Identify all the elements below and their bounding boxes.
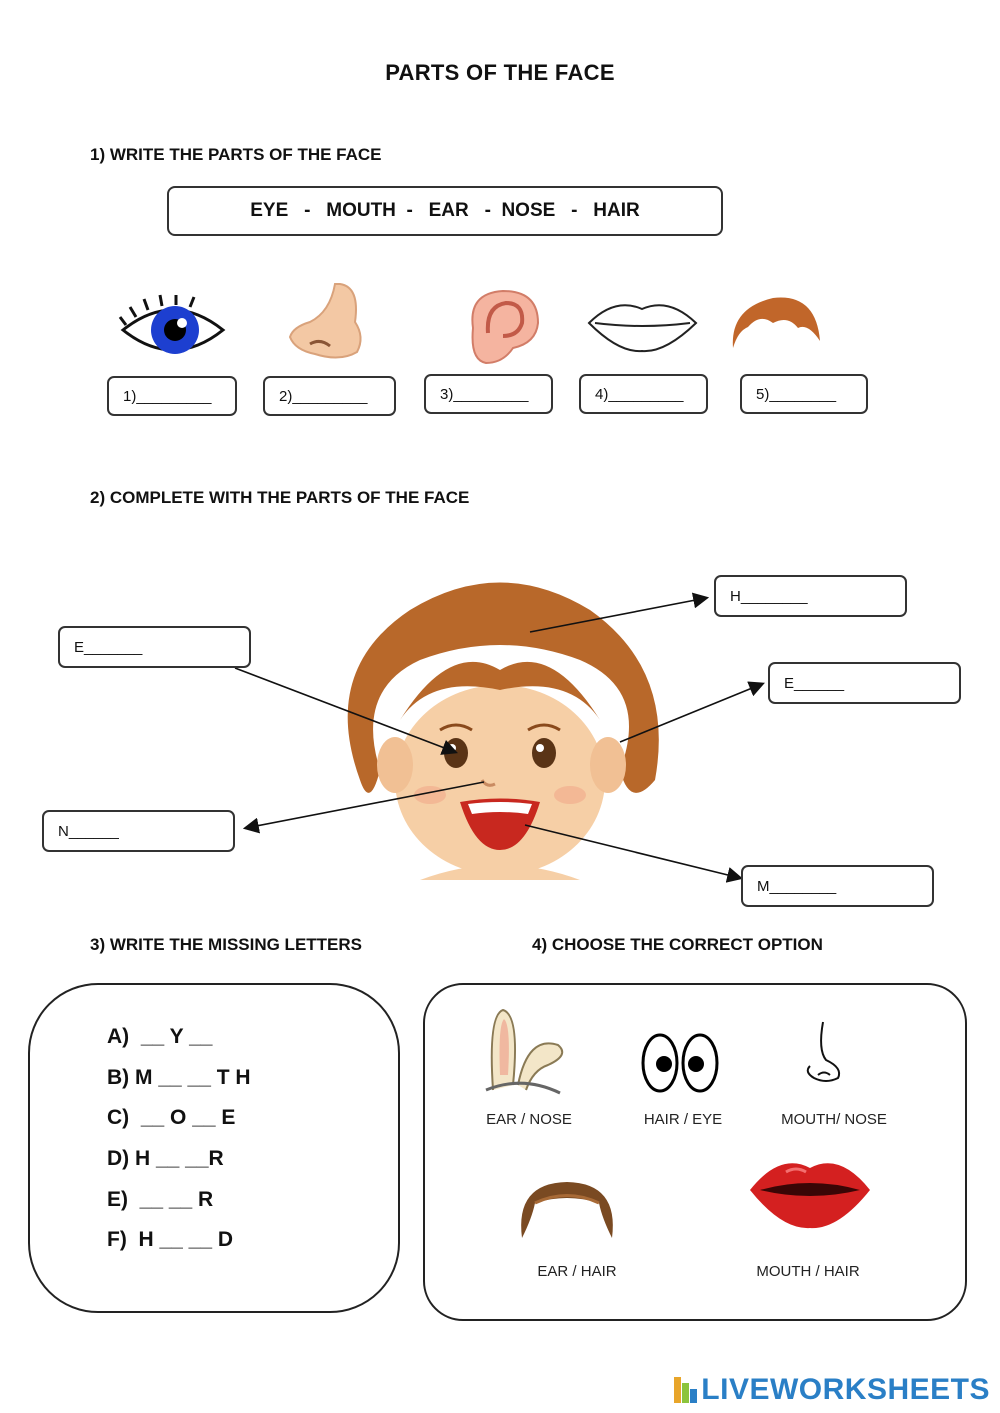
- answer-box-2[interactable]: 2)_________: [263, 376, 396, 416]
- cartoon-eyes-picture: [640, 1032, 720, 1094]
- missing-letters-item[interactable]: A) __ Y __: [107, 1025, 213, 1048]
- missing-letters-item[interactable]: F) H __ __ D: [107, 1228, 234, 1251]
- missing-letters-item[interactable]: B) M __ __ T H: [107, 1066, 251, 1089]
- missing-letters-item[interactable]: D) H __ __R: [107, 1147, 224, 1170]
- label-box-nose[interactable]: N______: [42, 810, 235, 852]
- answer-box-3[interactable]: 3)_________: [424, 374, 553, 414]
- missing-letters-item[interactable]: E) __ __ R: [107, 1188, 214, 1211]
- option-ear-nose[interactable]: EAR / NOSE: [486, 1111, 572, 1128]
- section1-heading: 1) WRITE THE PARTS OF THE FACE: [90, 145, 382, 164]
- missing-letters-item[interactable]: C) __ O __ E: [107, 1106, 236, 1129]
- option-ear-hair[interactable]: EAR / HAIR: [537, 1263, 617, 1280]
- answer-box-1[interactable]: 1)_________: [107, 376, 237, 416]
- page-title: PARTS OF THE FACE: [385, 60, 615, 85]
- option-mouth-hair[interactable]: MOUTH / HAIR: [756, 1263, 860, 1280]
- liveworksheets-logo: [674, 1373, 990, 1407]
- section3-heading: 3) WRITE THE MISSING LETTERS: [90, 935, 363, 954]
- label-box-mouth[interactable]: M________: [741, 865, 934, 907]
- label-box-hair[interactable]: H________: [714, 575, 907, 617]
- section4-heading: 4) CHOOSE THE CORRECT OPTION: [532, 935, 823, 954]
- brand-name: LIVEWORKSHEETS: [701, 1373, 990, 1406]
- label-box-eye[interactable]: E_______: [58, 626, 251, 668]
- section2-heading: 2) COMPLETE WITH THE PARTS OF THE FACE: [90, 488, 470, 507]
- option-mouth-nose[interactable]: MOUTH/ NOSE: [781, 1111, 887, 1128]
- answer-box-5[interactable]: 5)________: [740, 374, 868, 414]
- option-hair-eye[interactable]: HAIR / EYE: [643, 1111, 723, 1128]
- red-lips-picture: [746, 1152, 874, 1232]
- logo-icon: [674, 1377, 698, 1403]
- answer-box-4[interactable]: 4)_________: [579, 374, 708, 414]
- bunny-ears-picture: [478, 1005, 573, 1095]
- word-bank: EYE - MOUTH - EAR - NOSE - HAIR: [167, 186, 723, 236]
- line-nose-picture: [798, 1020, 848, 1085]
- label-box-ear[interactable]: E______: [768, 662, 961, 704]
- hair-wig-picture: [517, 1178, 617, 1240]
